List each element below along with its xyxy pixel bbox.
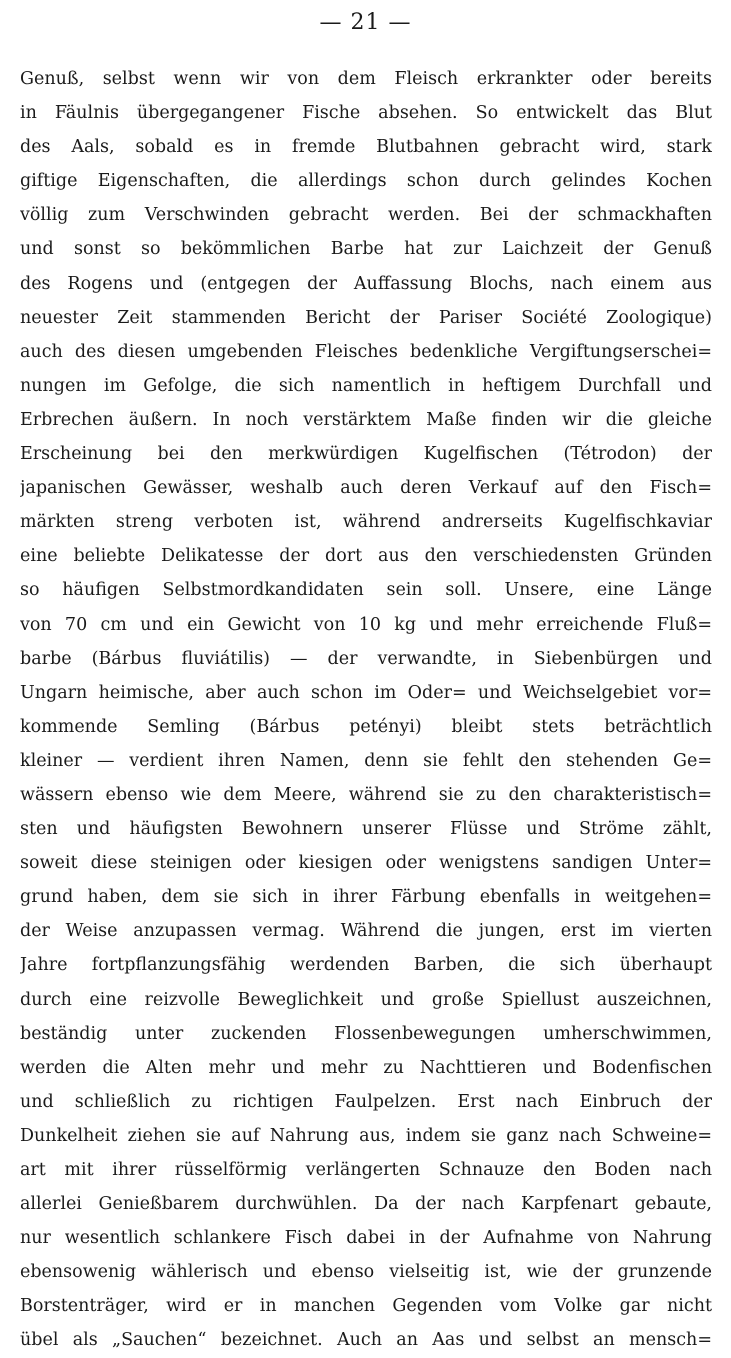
- text-line: des Aals, sobald es in fremde Blutbahnen gebracht wird, stark: [20, 137, 712, 158]
- text-line: Borstenträger, wird er in manchen Gegenden vom Volke gar nicht: [20, 1296, 712, 1317]
- page-number: — 21 —: [319, 10, 412, 35]
- text-line: märkten streng verboten ist, während andrerseits Kugelfischkaviar: [20, 512, 712, 533]
- text-line: nur wesentlich schlankere Fisch dabei in der Aufnahme von Nahrung: [20, 1228, 712, 1249]
- text-line: soweit diese steinigen oder kiesigen oder wenigstens sandigen Unter=: [20, 853, 712, 874]
- text-line: werden die Alten mehr und mehr zu Nachttieren und Bodenfischen: [20, 1057, 712, 1078]
- text-line: auch des diesen umgebenden Fleisches bedenkliche Vergiftungserschei=: [20, 341, 712, 362]
- text-line: eine beliebte Delikatesse der dort aus den verschiedensten Gründen: [20, 546, 712, 567]
- text-line: wässern ebenso wie dem Meere, während sie zu den charakteristisch=: [20, 784, 712, 805]
- text-line: neuester Zeit stammenden Bericht der Pariser Société Zoologique): [20, 307, 712, 328]
- text-line: sten und häufigsten Bewohnern unserer Flüsse und Ströme zählt,: [20, 819, 712, 840]
- text-line: allerlei Genießbarem durchwühlen. Da der nach Karpfenart gebaute,: [20, 1194, 712, 1215]
- text-line: japanischen Gewässer, weshalb auch deren Verkauf auf den Fisch=: [20, 478, 712, 499]
- text-line: übel als „Sauchen“ bezeichnet. Auch an Aas und selbst an mensch=: [20, 1330, 712, 1351]
- text-line: barbe (Bárbus fluviátilis) — der verwandte, in Siebenbürgen und: [20, 648, 712, 669]
- text-line: beständig unter zuckenden Flossenbewegungen umherschwimmen,: [20, 1023, 712, 1044]
- text-line: von 70 cm und ein Gewicht von 10 kg und mehr erreichende Fluß=: [20, 614, 712, 635]
- text-line: und sonst so bekömmlichen Barbe hat zur Laichzeit der Genuß: [20, 239, 712, 260]
- text-line: und schließlich zu richtigen Faulpelzen. Erst nach Einbruch der: [20, 1091, 712, 1112]
- text-line: kommende Semling (Bárbus petényi) bleibt stets beträchtlich: [20, 716, 712, 737]
- text-line: kleiner — verdient ihren Namen, denn sie fehlt den stehenden Ge=: [20, 750, 712, 771]
- text-line: nungen im Gefolge, die sich namentlich in heftigem Durchfall und: [20, 375, 712, 396]
- text-line: grund haben, dem sie sich in ihrer Färbung ebenfalls in weitgehen=: [20, 887, 712, 908]
- text-line: Erbrechen äußern. In noch verstärktem Maße finden wir die gleiche: [20, 409, 712, 430]
- text-line: völlig zum Verschwinden gebracht werden. Bei der schmackhaften: [20, 205, 712, 226]
- text-line: der Weise anzupassen vermag. Während die jungen, erst im vierten: [20, 921, 712, 942]
- text-line: ebensowenig wählerisch und ebenso vielseitig ist, wie der grunzende: [20, 1262, 712, 1283]
- text-line: Genuß, selbst wenn wir von dem Fleisch erkrankter oder bereits: [20, 69, 712, 89]
- text-line: art mit ihrer rüsselförmig verlängerten Schnauze den Boden nach: [20, 1160, 712, 1180]
- body-text: [20, 62, 712, 1358]
- text-line: Ungarn heimische, aber auch schon im Oder= und Weichselgebiet vor=: [20, 682, 712, 703]
- text-line: des Rogens und (entgegen der Auffassung Blochs, nach einem aus: [20, 273, 712, 294]
- text-line: Jahre fortpflanzungsfähig werdenden Barben, die sich überhaupt: [20, 955, 712, 976]
- text-line: so häufigen Selbstmordkandidaten sein soll. Unsere, eine Länge: [20, 580, 712, 601]
- text-line: Erscheinung bei den merkwürdigen Kugelfischen (Tétrodon) der: [20, 444, 712, 465]
- text-line: giftige Eigenschaften, die allerdings schon durch gelindes Kochen: [20, 171, 712, 192]
- text-line: durch eine reizvolle Beweglichkeit und große Spiellust auszeichnen,: [20, 989, 712, 1010]
- text-line: Dunkelheit ziehen sie auf Nahrung aus, indem sie ganz nach Schweine=: [20, 1125, 712, 1146]
- text-line: in Fäulnis übergegangener Fische absehen. So entwickelt das Blut: [20, 103, 712, 124]
